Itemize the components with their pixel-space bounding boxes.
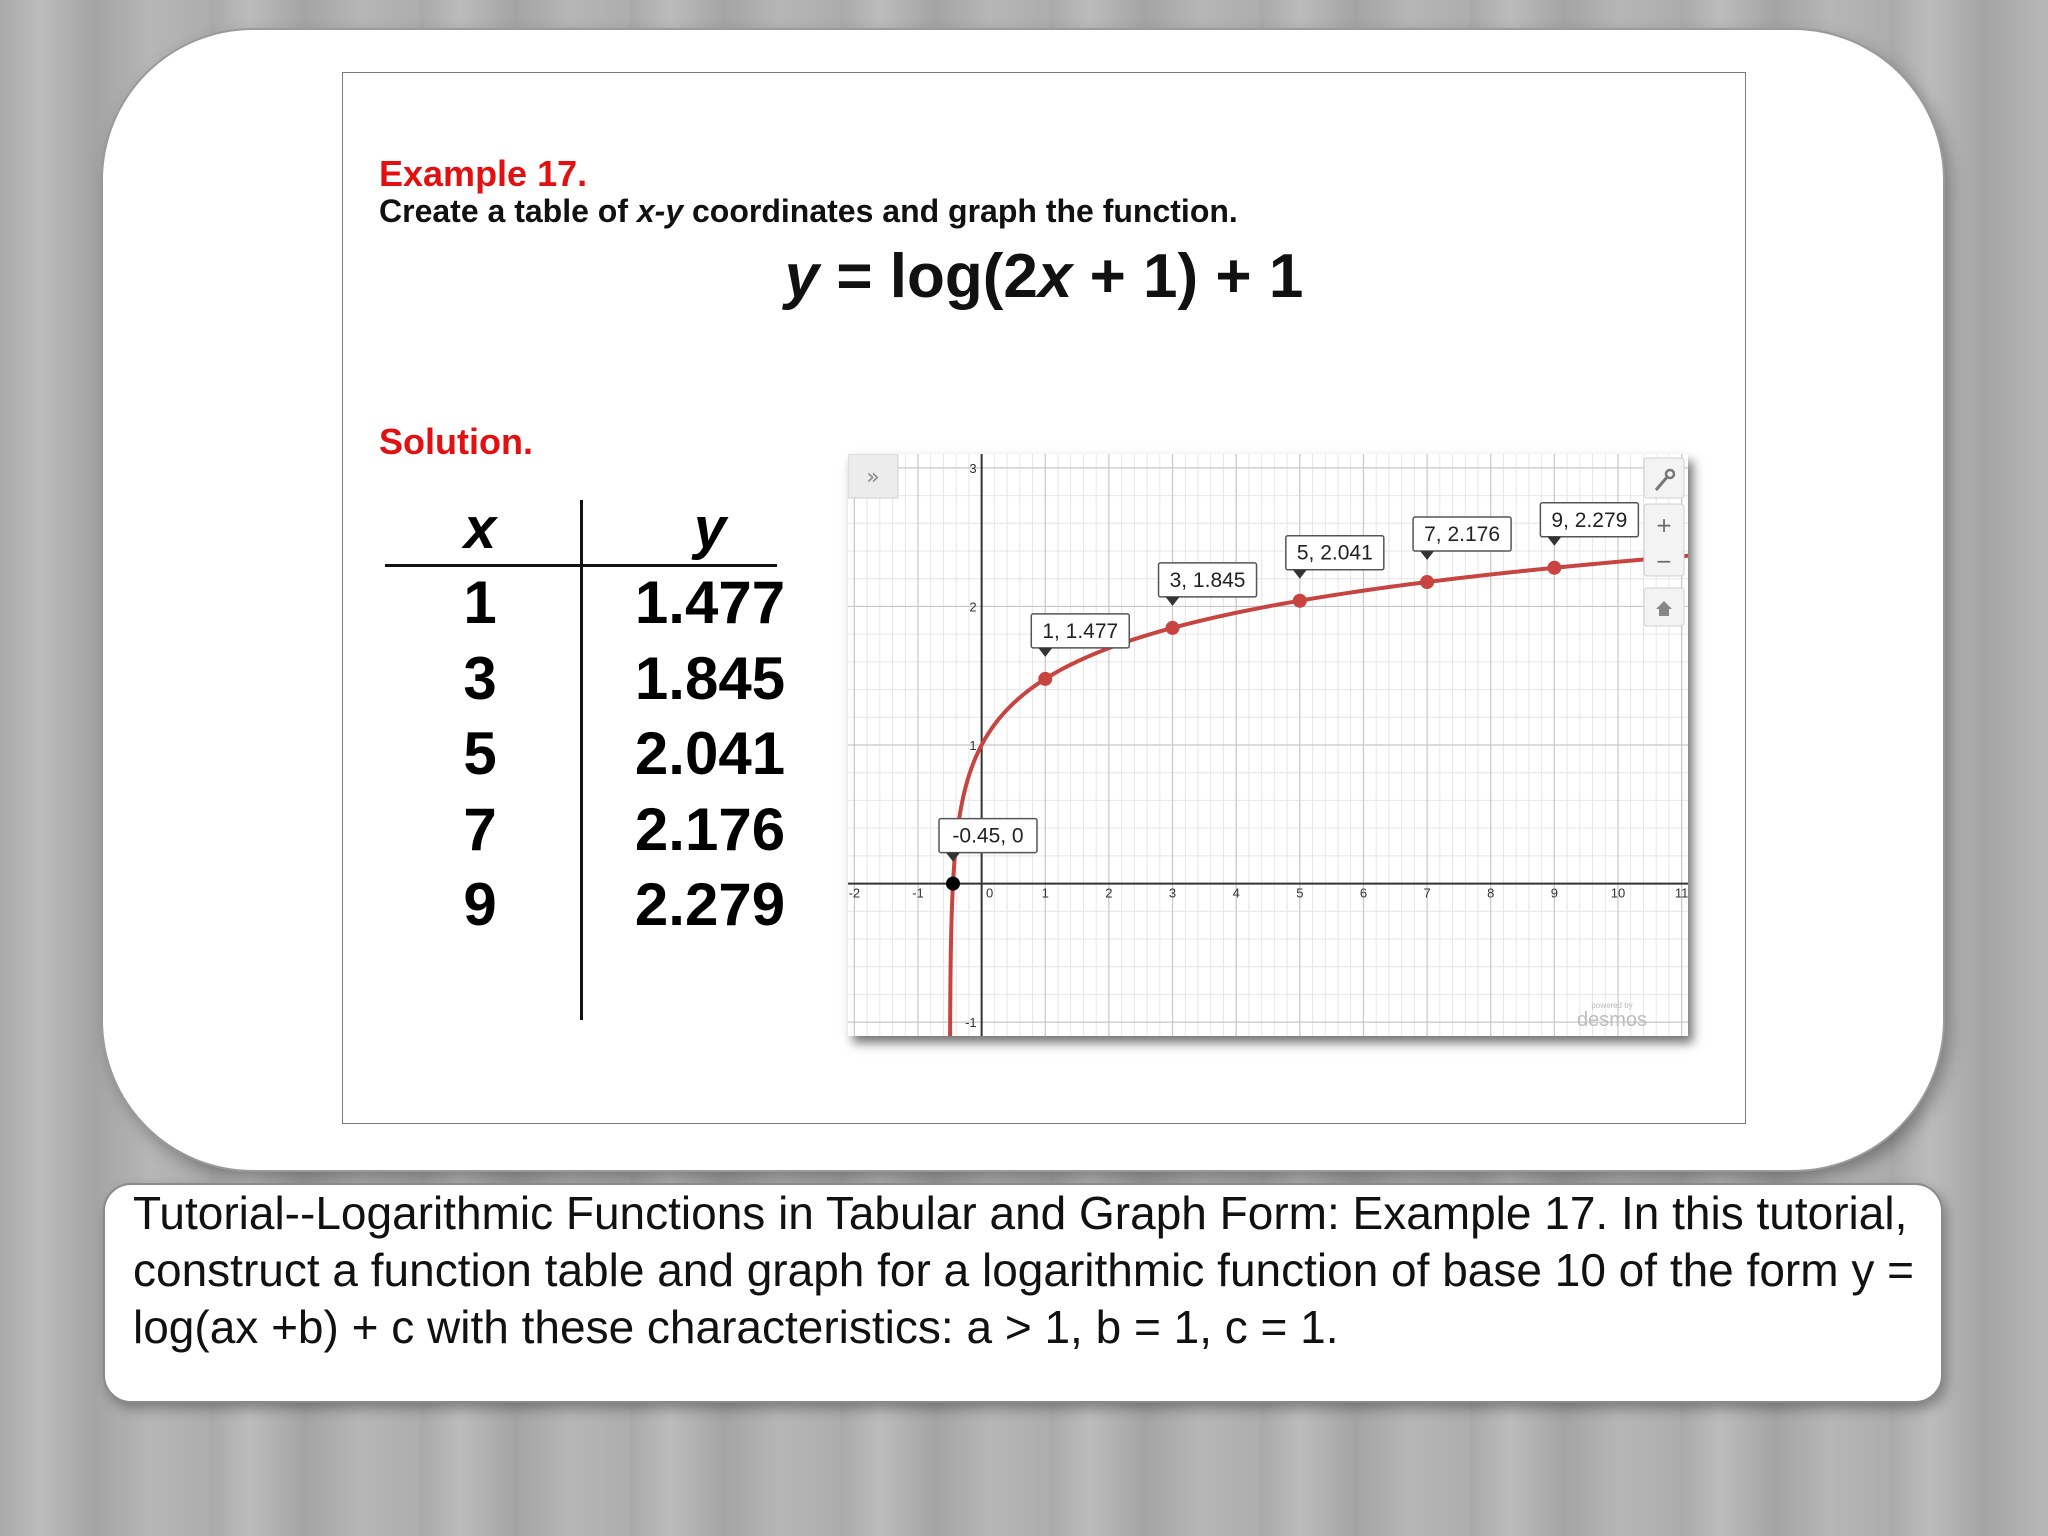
caption-box <box>103 1183 1943 1403</box>
x-tick-label: 1 <box>1041 885 1049 901</box>
y-tick-label: -1 <box>965 1015 977 1031</box>
x-tick-label: -1 <box>912 885 924 901</box>
x-header: x <box>463 496 497 561</box>
desmos-watermark-small: powered by <box>1591 1001 1633 1010</box>
y-tick-label: 3 <box>969 460 977 476</box>
y-header: y <box>693 496 727 561</box>
y-cell-3: 2.041 <box>634 720 786 787</box>
point-marker[interactable] <box>1166 621 1180 635</box>
x-tick-label: 4 <box>1232 885 1240 901</box>
desmos-watermark: desmos <box>1576 1009 1648 1031</box>
solution-heading: Solution. <box>379 421 533 462</box>
xy-table <box>385 493 785 1023</box>
x-tick-label: 7 <box>1423 885 1431 901</box>
x-cell-2: 3 <box>463 644 497 712</box>
caption-text: Tutorial--Logarithmic Functions in Tabular and Graph Form: Example 17. In this tutorial, construct a function table and graph for a logarithmic function of base 10 of the form y = log(ax +b) + c with these characteristics: a > 1, b = 1, c = 1. <box>133 1187 1914 1353</box>
y-cell-4: 2.176 <box>634 795 786 863</box>
y-cell-5: 2.279 <box>634 871 786 938</box>
equation-middle: = log(2 <box>819 242 1038 311</box>
point-label: 9, 2.279 <box>1551 508 1628 532</box>
x-cell-4: 7 <box>463 795 497 863</box>
y-tick-label: 2 <box>969 599 977 615</box>
x-tick-label: 2 <box>1105 885 1113 901</box>
equation-end: + 1) + 1 <box>1072 242 1304 311</box>
x-cell-3: 5 <box>463 720 497 787</box>
zoom-in-icon[interactable]: + <box>1655 513 1673 537</box>
point-label: 1, 1.477 <box>1042 619 1119 643</box>
function-equation <box>343 241 1745 312</box>
equation-y: y <box>784 242 820 311</box>
equation-x: x <box>1037 242 1073 311</box>
example-heading: Example 17. <box>379 153 588 194</box>
x-tick-label: 6 <box>1359 885 1368 901</box>
wrench-button[interactable] <box>1644 458 1684 498</box>
point-marker[interactable] <box>1547 561 1561 575</box>
y-column <box>615 493 805 943</box>
graph-canvas[interactable] <box>848 454 1688 1036</box>
problem-prompt <box>379 193 1238 230</box>
y-tick-label: 1 <box>969 738 977 753</box>
table-column-rule <box>580 500 583 1020</box>
prompt-text-end: coordinates and graph the function. <box>683 193 1238 229</box>
x-tick-label: 10 <box>1610 885 1626 901</box>
y-cell-2: 1.845 <box>634 644 786 712</box>
x-cell-5: 9 <box>463 871 497 938</box>
x-tick-label: 3 <box>1168 885 1177 901</box>
point-label: 7, 2.176 <box>1424 523 1501 547</box>
x-tick-label: -2 <box>848 885 861 901</box>
x-tick-label: 8 <box>1487 885 1495 901</box>
x-tick-label: 9 <box>1550 885 1558 901</box>
point-label: 5, 2.041 <box>1296 541 1373 565</box>
prompt-variable: x-y <box>636 193 684 229</box>
point-label: 3, 1.845 <box>1169 568 1246 592</box>
x-tick-label: 5 <box>1296 885 1304 901</box>
expand-icon: » <box>866 465 880 490</box>
x-column <box>385 493 575 943</box>
y-cells <box>615 565 805 943</box>
point-marker[interactable] <box>1038 672 1052 686</box>
prompt-text: Create a table of <box>379 193 637 229</box>
zoom-out-icon[interactable]: − <box>1655 549 1673 573</box>
point-marker[interactable] <box>1293 594 1307 608</box>
desmos-graph[interactable] <box>848 454 1688 1036</box>
point-marker[interactable] <box>1420 575 1434 589</box>
point-label: -0.45, 0 <box>952 824 1024 848</box>
x-cells <box>385 565 575 943</box>
x-cell-1: 1 <box>463 569 497 636</box>
y-cell-1: 1.477 <box>634 569 786 636</box>
x-tick-label: 0 <box>986 885 994 901</box>
x-tick-label: 11 <box>1674 885 1688 901</box>
point-marker[interactable] <box>946 877 960 891</box>
